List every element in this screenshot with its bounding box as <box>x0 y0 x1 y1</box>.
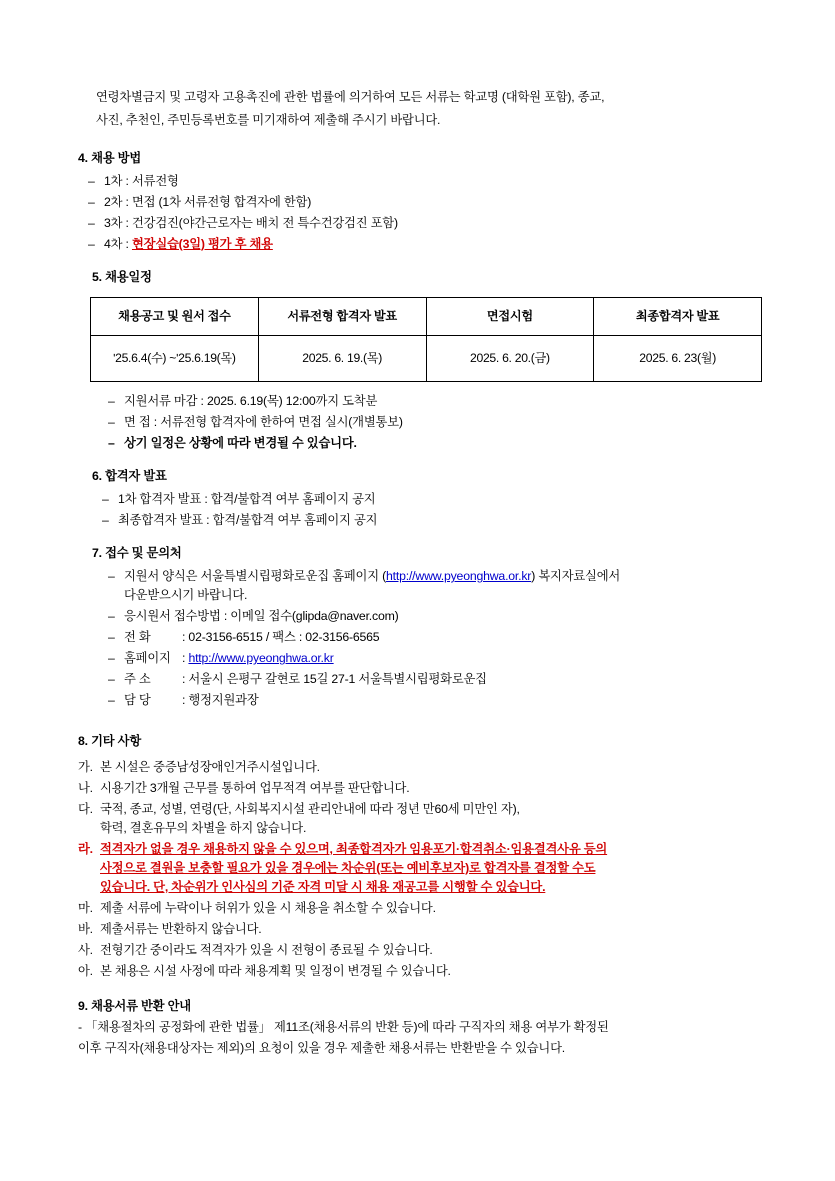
list-item <box>78 758 763 777</box>
list-item <box>78 779 763 798</box>
website-text-after: ) 복지자료실에서 <box>531 569 621 584</box>
list-item: – 1차 합격자 발표 : 합격/불합격 여부 홈페이지 공지 <box>102 490 763 509</box>
item-text: 적격자가 없을 경우 채용하지 않을 수 있으며, 최종합격자가 임용포기·합격취소·임용결격사유 등의 <box>100 841 608 856</box>
section-7-title: 7. 접수 및 문의처 <box>92 546 182 561</box>
list-item <box>78 920 763 939</box>
homepage-link[interactable]: http://www.pyeonghwa.or.kr <box>386 569 532 584</box>
item-marker: 아. <box>78 963 93 978</box>
section-5-title: 5. 채용일정 <box>92 269 152 284</box>
section-5-notes <box>108 392 763 453</box>
item-marker: 바. <box>78 921 93 936</box>
item-text-line-3: 있습니다. 단, 차순위가 인사심의 기준 자격 미달 시 채용 재공고를 시행할 수 있습니다. <box>100 879 546 894</box>
website-line-2: 다운받으시기 바랍니다. <box>124 588 248 603</box>
section-4-title: 4. 채용 방법 <box>78 150 142 165</box>
address-label: 주 소 <box>124 672 151 687</box>
list-item-bold: – 상기 일정은 상황에 따라 변경될 수 있습니다. <box>108 434 763 453</box>
section-9 <box>78 997 763 1058</box>
item-text: 전형기간 중이라도 적격자가 있을 시 전형이 종료될 수 있습니다. <box>100 942 433 957</box>
list-item: – 지원서류 마감 : 2025. 6.19(목) 12:00까지 도착분 <box>108 392 763 411</box>
list-item: – 2차 : 면접 (1차 서류전형 합격자에 한함) <box>88 193 763 212</box>
website-text-before: 지원서 양식은 서울특별시립평화로운집 홈페이지 ( <box>124 569 387 584</box>
list-item-contact <box>108 691 763 710</box>
section-9-title: 9. 채용서류 반환 안내 <box>78 999 191 1014</box>
section-7-list <box>108 567 763 710</box>
homepage-label: 홈페이지 <box>124 651 171 666</box>
item-marker: 나. <box>78 780 93 795</box>
list-item: – 3차 : 건강검진(야간근로자는 배치 전 특수건강검진 포함) <box>88 214 763 233</box>
list-item: – 응시원서 접수방법 : 이메일 접수(glipda@naver.com) <box>108 607 763 626</box>
table-row <box>91 335 762 381</box>
item-text: 본 시설은 중증남성장애인거주시설입니다. <box>100 759 320 774</box>
schedule-table-wrap <box>90 297 763 382</box>
section-6-title: 6. 합격자 발표 <box>92 468 167 483</box>
item-text: 본 채용은 시설 사정에 따라 채용계획 및 일정이 변경될 수 있습니다. <box>100 963 451 978</box>
item-text: 시용기간 3개월 근무를 통하여 업무적격 여부를 판단합니다. <box>100 780 410 795</box>
item-text-line-2: 학력, 결혼유무의 차별을 하지 않습니다. <box>100 820 307 835</box>
item-text: 제출 서류에 누락이나 허위가 있을 시 채용을 취소할 수 있습니다. <box>100 900 436 915</box>
list-item-address <box>108 670 763 689</box>
schedule-table <box>90 297 762 382</box>
intro-paragraph <box>96 86 763 133</box>
table-header-row <box>91 298 762 336</box>
section-8-list <box>78 758 763 982</box>
intro-line-1: 연령차별금지 및 고령자 고용촉진에 관한 법률에 의거하여 모든 서류는 학교명 (대학원 포함), 종교, <box>96 90 605 104</box>
table-header-cell: 채용공고 및 원서 접수 <box>91 298 259 336</box>
section-4-list <box>88 172 763 254</box>
phone-value: : 02-3156-6515 / 팩스 : 02-3156-6565 <box>182 630 380 645</box>
list-item-phone <box>108 628 763 647</box>
homepage-link-2[interactable]: http://www.pyeonghwa.or.kr <box>188 651 334 666</box>
homepage-colon: : <box>182 651 189 666</box>
table-cell: 2025. 6. 20.(금) <box>426 335 594 381</box>
item-marker: 마. <box>78 900 93 915</box>
list-item-highlighted <box>88 235 763 254</box>
table-cell: ʹ25.6.4(수) ~ʹ25.6.19(목) <box>91 335 259 381</box>
item-prefix: 4차 : <box>104 236 132 251</box>
list-item-website <box>108 567 763 605</box>
table-header-cell: 서류전형 합격자 발표 <box>258 298 426 336</box>
table-cell: 2025. 6. 23(월) <box>594 335 762 381</box>
list-item: – 면 접 : 서류전형 합격자에 한하여 면접 실시(개별통보) <box>108 413 763 432</box>
contact-label: 담 당 <box>124 693 151 708</box>
table-header-cell: 면접시험 <box>426 298 594 336</box>
list-item <box>78 800 763 838</box>
table-header-cell: 최종합격자 발표 <box>594 298 762 336</box>
section-9-line-1: - 「채용절차의 공정화에 관한 법률」 제11조(채용서류의 반환 등)에 따라 구직자의 채용 여부가 확정된 <box>78 1020 609 1035</box>
list-item: – 최종합격자 발표 : 합격/불합격 여부 홈페이지 공지 <box>102 511 763 530</box>
list-item: – 1차 : 서류전형 <box>88 172 763 191</box>
phone-label: 전 화 <box>124 630 151 645</box>
item-marker: 사. <box>78 942 93 957</box>
contact-value: : 행정지원과장 <box>182 693 259 708</box>
table-cell: 2025. 6. 19.(목) <box>258 335 426 381</box>
item-text: 국적, 종교, 성별, 연령(단, 사회복지시설 관리안내에 따라 정년 만60세 미만인 자), <box>100 801 520 816</box>
section-6-list <box>102 490 763 530</box>
item-text-line-2: 사정으로 결원을 보충할 필요가 있을 경우에는 차순위(또는 예비후보자)로 합격자를 결정할 수도 <box>100 860 596 875</box>
list-item-homepage <box>108 649 763 668</box>
item-marker: 다. <box>78 801 93 816</box>
list-item-highlighted <box>78 840 763 897</box>
item-marker: 가. <box>78 759 93 774</box>
item-highlight: 현장실습(3일) 평가 후 채용 <box>131 236 273 251</box>
address-value: : 서울시 은평구 갈현로 15길 27-1 서울특별시립평화로운집 <box>182 672 487 687</box>
item-text: 제출서류는 반환하지 않습니다. <box>100 921 262 936</box>
list-item <box>78 899 763 918</box>
item-marker: 라. <box>78 841 93 856</box>
section-8-title: 8. 기타 사항 <box>78 734 142 749</box>
intro-line-2: 사진, 추천인, 주민등록번호를 미기재하여 제출해 주시기 바랍니다. <box>96 113 441 128</box>
section-9-line-2: 이후 구직자(채용대상자는 제외)의 요청이 있을 경우 제출한 채용서류는 반환받을 수 있습니다. <box>78 1041 565 1056</box>
list-item <box>78 941 763 960</box>
list-item <box>78 962 763 981</box>
